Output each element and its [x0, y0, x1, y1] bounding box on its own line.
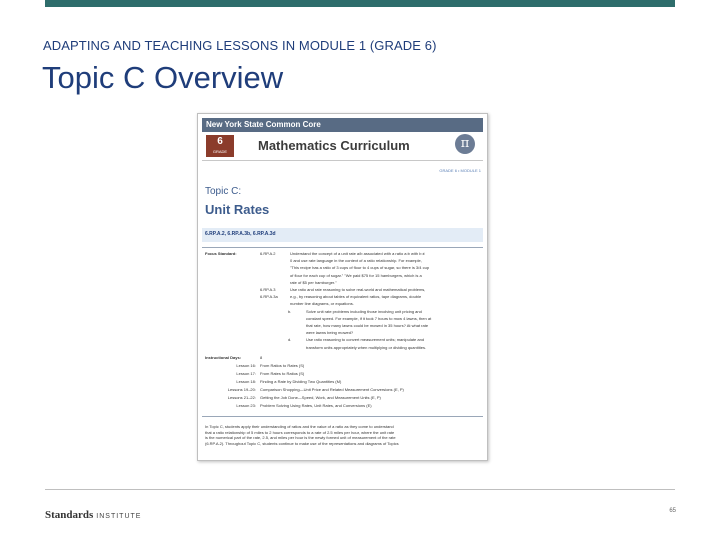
- paragraph-line: (6.RP.A.2). Throughout Topic C, students continue to make use of the representations and diagrams of Topics: [205, 440, 399, 446]
- pi-icon: π: [455, 134, 475, 154]
- top-accent-bar: [45, 0, 675, 7]
- standard-text: number line diagrams, or equations.: [290, 301, 354, 307]
- standards-bar: [202, 228, 483, 242]
- standard-text: constant speed. For example, if it took 7 hours to mow 4 lawns, then at: [306, 315, 432, 321]
- lesson-label: Lesson 17:: [236, 371, 256, 376]
- standard-text: that rate, how many lawns could be mowed in 35 hours? At what rate: [306, 323, 429, 328]
- standard-text: of flour for each cup of sugar." "We paid $75 for 15 hamburgers, which is a: [290, 272, 422, 278]
- page-number: 65: [669, 508, 676, 514]
- standard-code: 6.RP.A.3a: [260, 294, 278, 300]
- table-bottom-rule: [202, 416, 483, 417]
- standard-text: Solve unit rate problems including those involving unit pricing and: [306, 308, 422, 314]
- standard-text: transform units appropriately when multiplying or dividing quantities.: [306, 344, 427, 350]
- slide-title: Topic C Overview: [42, 60, 284, 95]
- standard-code: 6.RP.A.2: [260, 251, 276, 256]
- lesson-title: From Ratios to Rates (S): [260, 363, 305, 368]
- paragraph-line: that a ratio relationship of 5 miles to 2 hours corresponds to a rate of 2.5 miles per hour, where the unit rate: [205, 429, 395, 435]
- lesson-label: Lesson 18:: [236, 379, 256, 384]
- document-banner: New York State Common Core: [202, 118, 483, 132]
- document-thumbnail: [197, 113, 488, 461]
- standard-text: e.g., by reasoning about tables of equivalent ratios, tape diagrams, double: [290, 294, 422, 300]
- lesson-title: From Rates to Ratios (S): [260, 371, 305, 376]
- standard-code: d.: [288, 337, 292, 343]
- module-reference: GRADE 6 • MODULE 1: [439, 168, 481, 173]
- topic-label: Topic C:: [205, 186, 242, 197]
- logo-sub-text: INSTITUTE: [96, 513, 142, 520]
- paragraph-line: is the numerical part of the rate, 2.5, and miles per hour is the newly formed unit of measurement of the rate: [205, 435, 396, 440]
- instructional-days-value: 8: [260, 355, 263, 360]
- standard-text: "This recipe has a ratio of 3 cups of flour to 4 cups of sugar, so there is 3/4 cup: [290, 265, 430, 271]
- standard-text: rate of $5 per hamburger.": [290, 279, 337, 285]
- table-top-rule: [202, 247, 483, 248]
- grade-label: GRADE: [212, 149, 228, 154]
- lesson-title: Finding a Rate by Dividing Two Quantities (M): [260, 379, 342, 384]
- lesson-title: Problem Solving Using Rates, Unit Rates, and Conversions (E): [260, 403, 372, 408]
- standards-bar-text: 6.RP.A.2, 6.RP.A.3b, 6.RP.A.3d: [205, 231, 276, 237]
- topic-name: Unit Rates: [205, 202, 270, 217]
- footer-divider: [45, 489, 675, 490]
- grade-number: 6: [217, 136, 223, 147]
- lesson-title: Comparison Shopping—Unit Price and Related Measurement Conversions (E, P): [260, 387, 404, 392]
- instructional-days-label: Instructional Days:: [205, 355, 242, 360]
- lesson-label: Lesson 23:: [236, 403, 256, 408]
- topic-paragraph: [205, 424, 481, 446]
- lesson-label: Lessons 19–20:: [227, 387, 256, 392]
- standard-text: Use ratio and rate reasoning to solve real-world and mathematical problems,: [290, 287, 426, 292]
- focus-standard-label: Focus Standard:: [205, 251, 237, 256]
- standards-institute-logo: [45, 505, 141, 523]
- standard-text: were lawns being mowed?: [306, 330, 354, 336]
- curriculum-title: Mathematics Curriculum: [258, 138, 410, 153]
- header-divider: [202, 160, 483, 161]
- lesson-title: Getting the Job Done—Speed, Work, and Measurement Units (E, P): [260, 395, 381, 400]
- lesson-label: Lesson 16:: [236, 363, 256, 368]
- standard-text: Use ratio reasoning to convert measurement units; manipulate and: [306, 337, 425, 343]
- paragraph-line: In Topic C, students apply their understanding of ratios and the value of a ratio as they come to understand: [205, 424, 394, 429]
- grade-badge: [206, 135, 234, 157]
- standard-code: b.: [288, 308, 292, 314]
- standard-text: Understand the concept of a unit rate a/b associated with a ratio a:b with b ≠: [290, 251, 425, 256]
- logo-main-text: Standards: [45, 509, 94, 521]
- standard-code: 6.RP.A.3: [260, 287, 276, 292]
- lesson-label: Lessons 21–22:: [227, 395, 256, 400]
- slide-subtitle: ADAPTING AND TEACHING LESSONS IN MODULE 1 (GRADE 6): [43, 38, 437, 53]
- standard-text: 0 and use rate language in the context of a ratio relationship. For example,: [290, 258, 422, 264]
